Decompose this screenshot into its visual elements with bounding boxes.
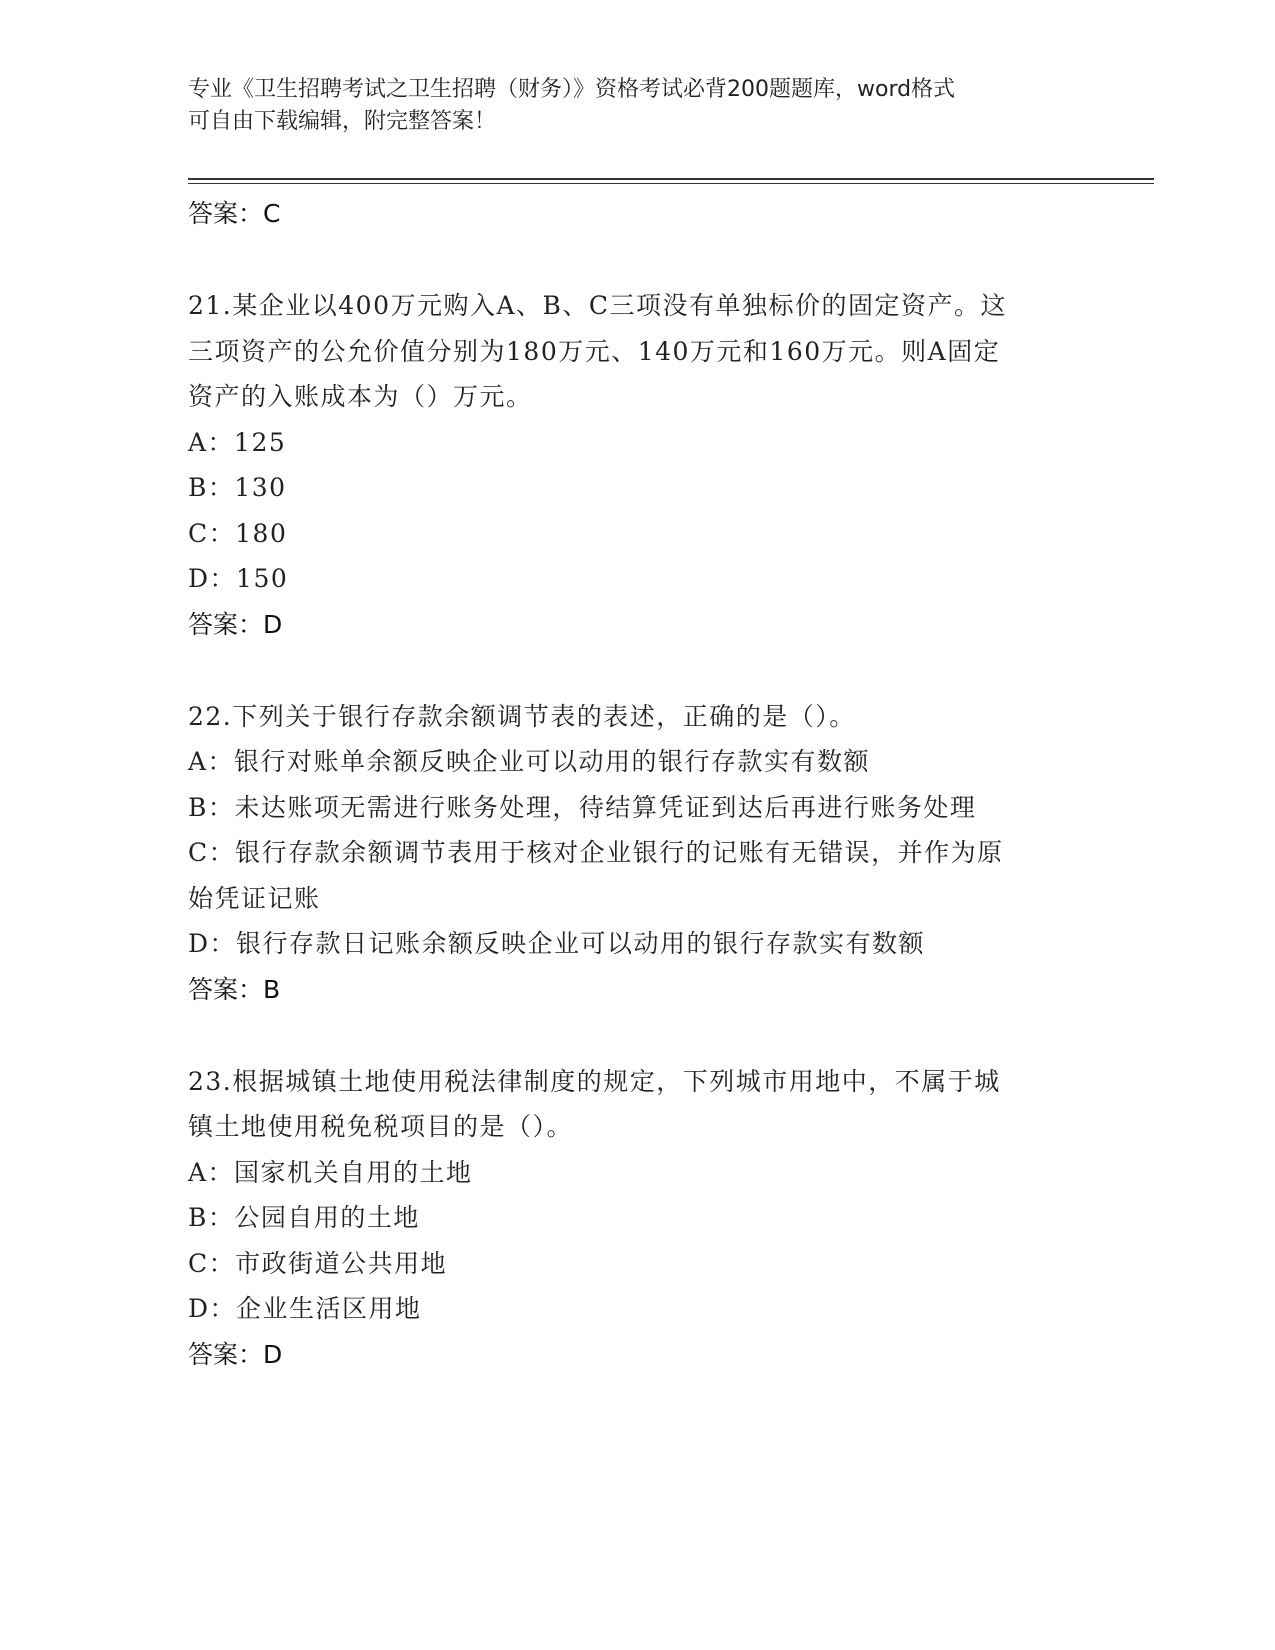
option-b: B：公园自用的土地 xyxy=(188,1203,420,1232)
answer-line: 答案：D xyxy=(188,1339,283,1369)
question-23 xyxy=(188,1059,1088,1377)
question-text xyxy=(188,694,1088,740)
question-text xyxy=(188,1059,1088,1150)
question-text xyxy=(188,283,1088,420)
question-22 xyxy=(188,694,1088,1012)
option-c: C：市政街道公共用地 xyxy=(188,1248,448,1278)
option-b: B：130 xyxy=(188,473,287,502)
option-a: A：银行对账单余额反映企业可以动用的银行存款实有数额 xyxy=(188,747,871,776)
question-line: 21.某企业以400万元购入A、B、C三项没有单独标价的固定资产。这 xyxy=(188,291,1008,320)
question-line: 三项资产的公允价值分别为180万元、140万元和160万元。则A固定 xyxy=(188,336,1001,366)
question-21 xyxy=(188,283,1088,647)
answer-line: 答案：B xyxy=(188,974,281,1004)
header-line-2: 可自由下载编辑，附完整答案！ xyxy=(188,109,497,134)
spacer xyxy=(188,236,1088,283)
question-line: 资产的入账成本为（）万元。 xyxy=(188,382,533,411)
spacer xyxy=(188,1012,1088,1059)
option-d: D：企业生活区用地 xyxy=(188,1294,422,1323)
option-a: A：国家机关自用的土地 xyxy=(188,1157,473,1187)
document-header xyxy=(188,74,1088,138)
document-body xyxy=(188,191,1088,1377)
header-rule-thin xyxy=(188,183,1154,184)
answer-line: 答案：D xyxy=(188,609,283,639)
option-a: A：125 xyxy=(188,427,287,457)
option-c-continued: 始凭证记账 xyxy=(188,883,321,913)
header-rule-thick xyxy=(188,178,1154,180)
question-line: 22.下列关于银行存款余额调节表的表述，正确的是（）。 xyxy=(188,701,856,731)
question-line: 镇土地使用税免税项目的是（）。 xyxy=(188,1112,574,1141)
answer-line: 答案：C xyxy=(188,199,281,228)
option-d: D：银行存款日记账余额反映企业可以动用的银行存款实有数额 xyxy=(188,929,926,958)
option-c: C：180 xyxy=(188,518,288,548)
option-list xyxy=(188,1150,1088,1332)
option-d: D：150 xyxy=(188,564,289,593)
option-list xyxy=(188,420,1088,602)
header-line-1: 专业《卫生招聘考试之卫生招聘（财务）》资格考试必背200题题库，word格式 xyxy=(188,77,956,102)
option-list xyxy=(188,739,1088,967)
option-c: C：银行存款余额调节表用于核对企业银行的记账有无错误，并作为原 xyxy=(188,838,1004,867)
option-b: B：未达账项无需进行账务处理，待结算凭证到达后再进行账务处理 xyxy=(188,792,977,822)
spacer xyxy=(188,647,1088,694)
question-line: 23.根据城镇土地使用税法律制度的规定，下列城市用地中，不属于城 xyxy=(188,1066,1001,1096)
